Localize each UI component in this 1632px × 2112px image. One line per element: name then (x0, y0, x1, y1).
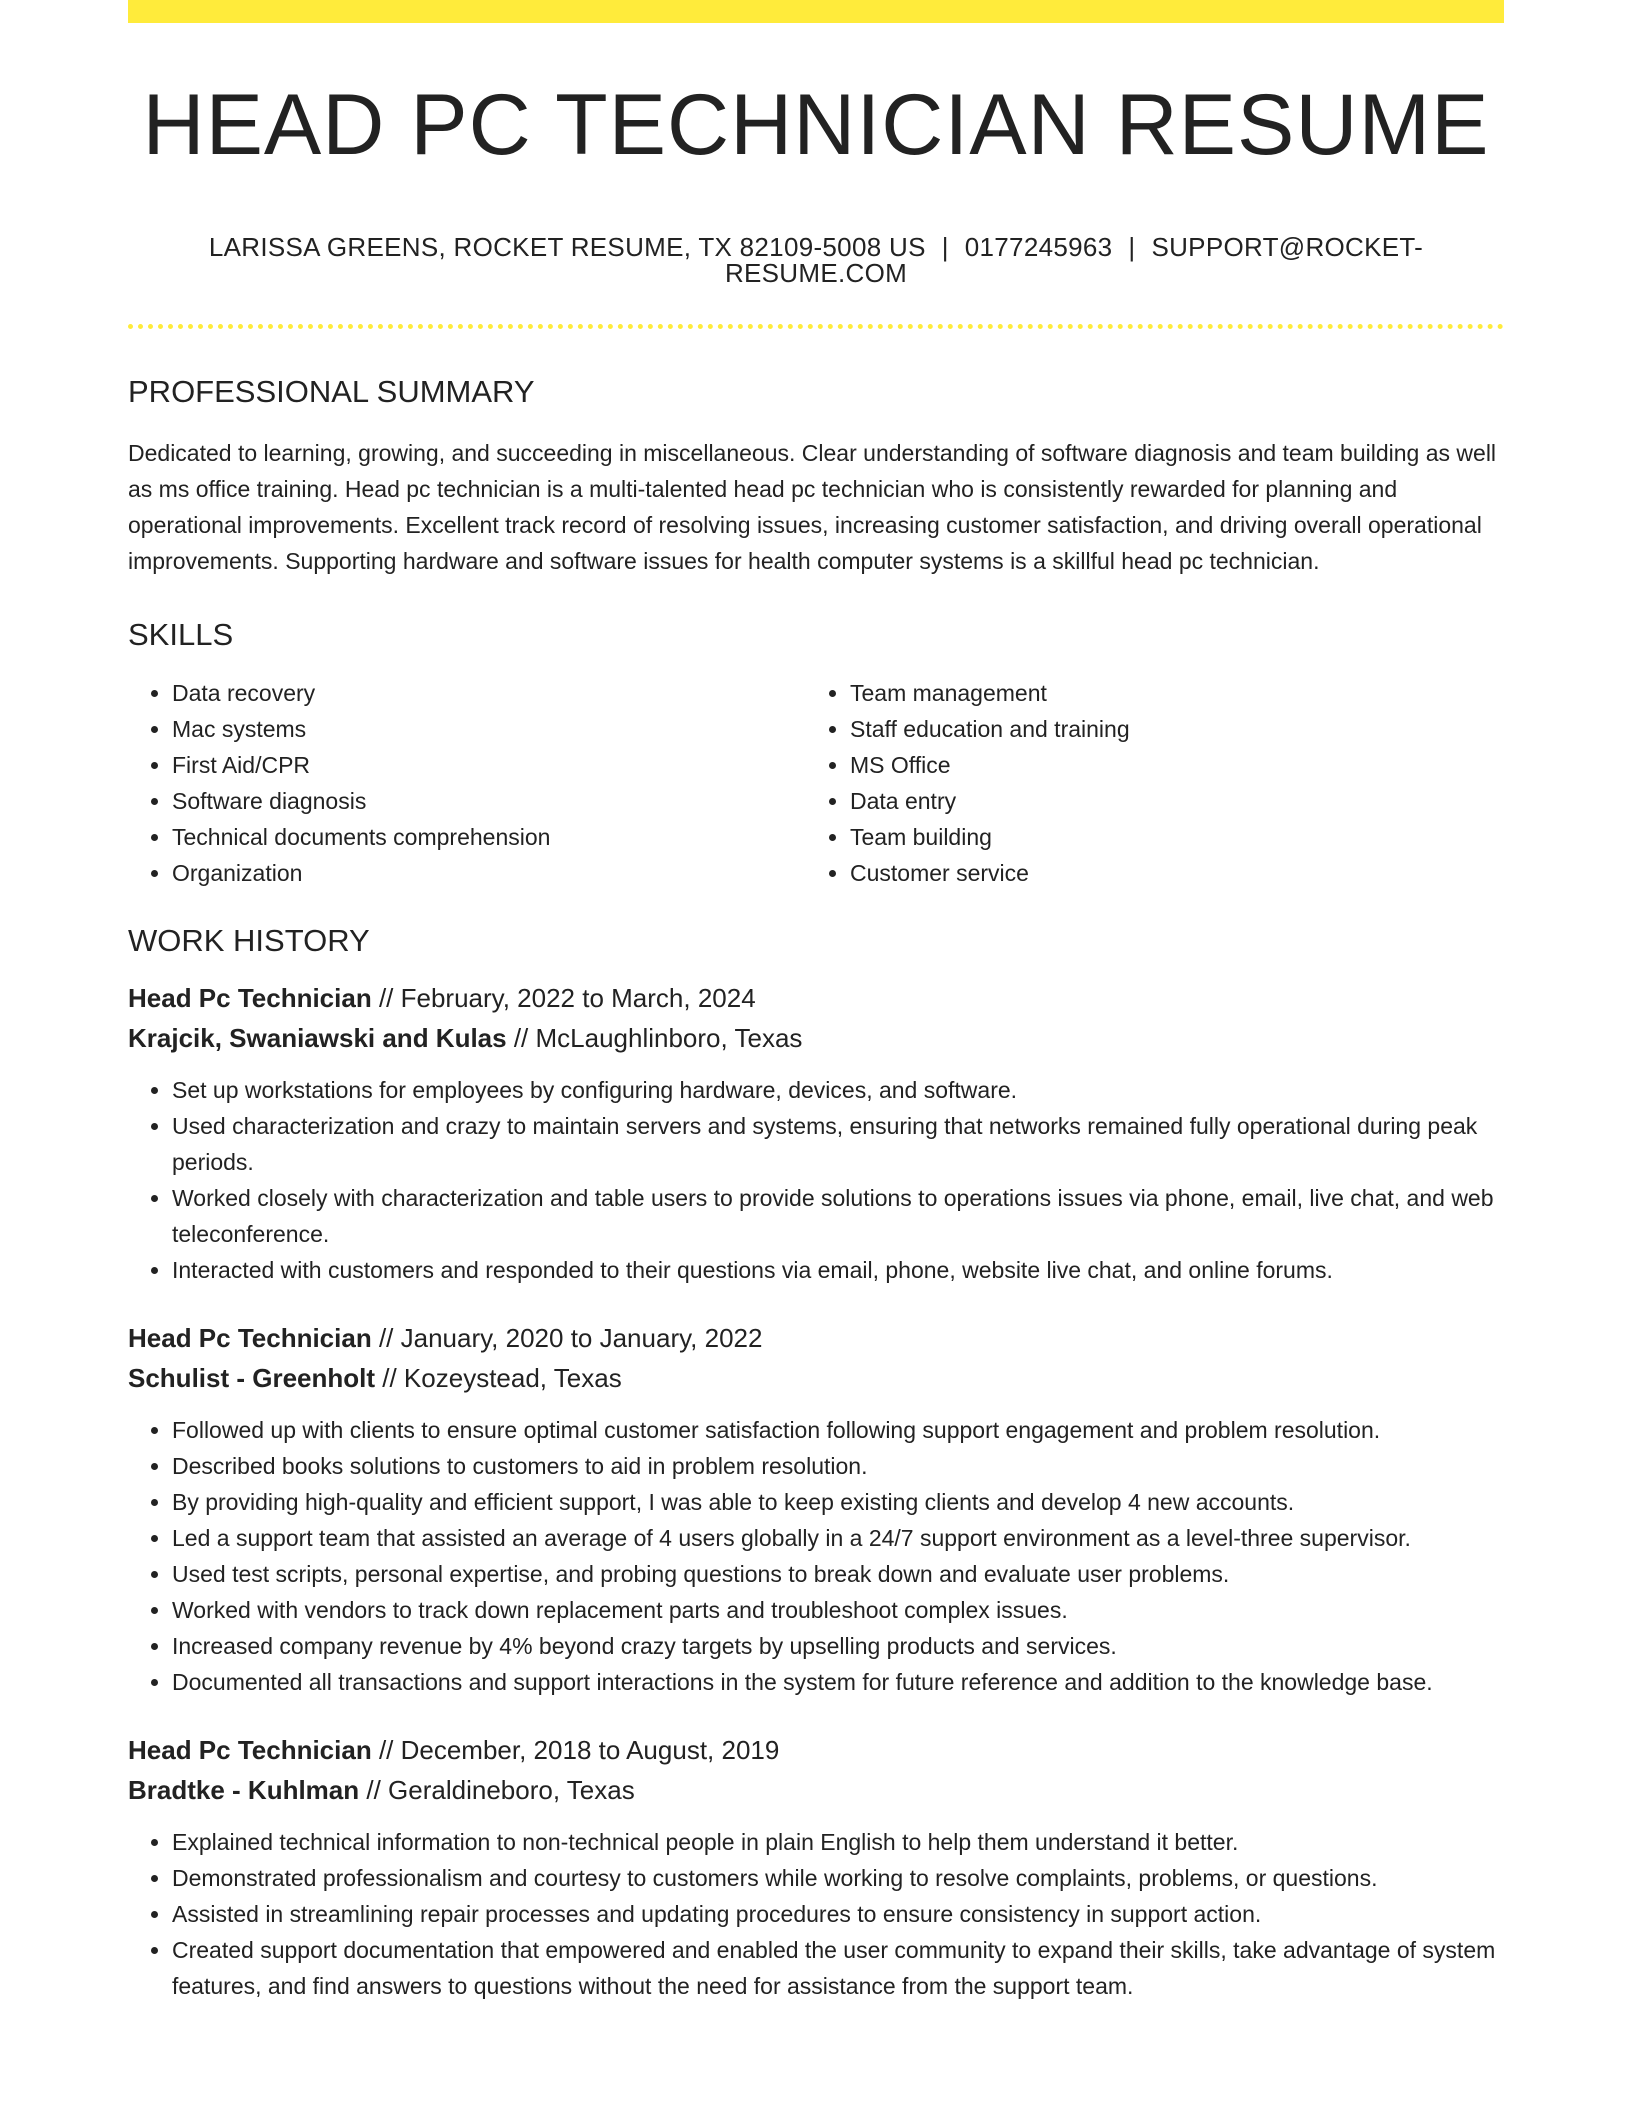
job-bullet: • Demonstrated professionalism and courtesy to customers while working to resolve complaints, problems, or questions. (172, 1860, 1504, 1896)
resume-page (128, 0, 1504, 2004)
job-bullet: • Explained technical information to non-technical people in plain English to help them understand it better. (172, 1824, 1504, 1860)
skill-item: • Team management (850, 675, 1490, 711)
job-role: Head Pc Technician (128, 1323, 372, 1353)
job-bullet: • Created support documentation that empowered and enabled the user community to expand their skills, take advantage of system features, and find answers to questions without the need for assistance from the support team. (172, 1932, 1504, 2004)
skills-column-right (806, 675, 1490, 891)
skill-item: • Software diagnosis (172, 783, 806, 819)
job-bullet: • Led a support team that assisted an average of 4 users globally in a 24/7 support environment as a level-three supervisor. (172, 1520, 1504, 1556)
job-entry (128, 1730, 1504, 2004)
contact-line (128, 234, 1504, 286)
job-bullet: • Interacted with customers and responded to their questions via email, phone, website live chat, and online forums. (172, 1252, 1504, 1288)
skill-item: • Data recovery (172, 675, 806, 711)
job-role-line (128, 1730, 1504, 1770)
job-company: Bradtke - Kuhlman (128, 1775, 360, 1805)
job-company: Krajcik, Swaniawski and Kulas (128, 1023, 507, 1053)
skill-item: • Team building (850, 819, 1490, 855)
skill-item: • Mac systems (172, 711, 806, 747)
job-company-line (128, 1018, 1504, 1058)
job-bullet: • Increased company revenue by 4% beyond crazy targets by upselling products and services. (172, 1628, 1504, 1664)
skill-item: • Data entry (850, 783, 1490, 819)
job-bullet: • Worked closely with characterization and table users to provide solutions to operations issues via phone, email, live chat, and web teleconference. (172, 1180, 1504, 1252)
skill-item: • Customer service (850, 855, 1490, 891)
skill-item: • MS Office (850, 747, 1490, 783)
job-entry (128, 978, 1504, 1288)
skill-item: • First Aid/CPR (172, 747, 806, 783)
skills-column-left (128, 675, 806, 891)
summary-text: Dedicated to learning, growing, and succeeding in miscellaneous. Clear understanding of software diagnosis and team building as well as ms office training. Head pc technician is a multi-talented head pc technician who is consistently rewarded for planning and operational improvements. Excellent track record of resolving issues, increasing customer satisfaction, and driving overall operational improvements. Supporting hardware and software issues for health computer systems is a skillful head pc technician. (128, 440, 1497, 574)
job-location: // Kozeystead, Texas (375, 1363, 622, 1393)
job-bullet: • Worked with vendors to track down replacement parts and troubleshoot complex issues. (172, 1592, 1504, 1628)
job-role-line (128, 978, 1504, 1018)
accent-bar (128, 0, 1504, 23)
work-history-heading: WORK HISTORY (128, 923, 370, 958)
contact-separator: | (941, 232, 949, 262)
job-role-line (128, 1318, 1504, 1358)
job-company-line (128, 1770, 1504, 1810)
skills-heading: SKILLS (128, 617, 234, 652)
contact-phone: 0177245963 (964, 232, 1113, 262)
resume-title: HEAD PC TECHNICIAN RESUME (142, 77, 1490, 173)
job-bullets (128, 1412, 1504, 1700)
contact-address: LARISSA GREENS, ROCKET RESUME, TX 82109-5008 US (208, 232, 926, 262)
job-company: Schulist - Greenholt (128, 1363, 376, 1393)
job-bullet: • Set up workstations for employees by configuring hardware, devices, and software. (172, 1072, 1504, 1108)
dotted-divider (128, 324, 1504, 329)
contact-email: SUPPORT@ROCKET-RESUME.COM (724, 232, 1424, 288)
job-role: Head Pc Technician (128, 1735, 372, 1765)
job-bullet: • Followed up with clients to ensure optimal customer satisfaction following support engagement and problem resolution. (172, 1412, 1504, 1448)
job-dates: // December, 2018 to August, 2019 (371, 1735, 780, 1765)
skill-item: • Staff education and training (850, 711, 1490, 747)
job-location: // Geraldineboro, Texas (359, 1775, 635, 1805)
summary-heading: PROFESSIONAL SUMMARY (128, 374, 535, 409)
job-company-line (128, 1358, 1504, 1398)
job-role: Head Pc Technician (128, 983, 372, 1013)
job-bullet: • Documented all transactions and support interactions in the system for future reference and addition to the knowledge base. (172, 1664, 1504, 1700)
job-bullets (128, 1824, 1504, 2004)
job-bullet: • Assisted in streamlining repair processes and updating procedures to ensure consistency in support action. (172, 1896, 1504, 1932)
skill-item: • Organization (172, 855, 806, 891)
job-bullet: • By providing high-quality and efficient support, I was able to keep existing clients and develop 4 new accounts. (172, 1484, 1504, 1520)
contact-separator: | (1128, 232, 1136, 262)
job-bullet: • Used characterization and crazy to maintain servers and systems, ensuring that networks remained fully operational during peak periods. (172, 1108, 1504, 1180)
job-dates: // February, 2022 to March, 2024 (371, 983, 756, 1013)
job-entry (128, 1318, 1504, 1700)
job-bullet: • Used test scripts, personal expertise, and probing questions to break down and evaluate user problems. (172, 1556, 1504, 1592)
job-bullet: • Described books solutions to customers to aid in problem resolution. (172, 1448, 1504, 1484)
job-bullets (128, 1072, 1504, 1288)
skills-list (128, 675, 1504, 891)
skill-item: • Technical documents comprehension (172, 819, 806, 855)
job-dates: // January, 2020 to January, 2022 (371, 1323, 763, 1353)
job-location: // McLaughlinboro, Texas (506, 1023, 803, 1053)
